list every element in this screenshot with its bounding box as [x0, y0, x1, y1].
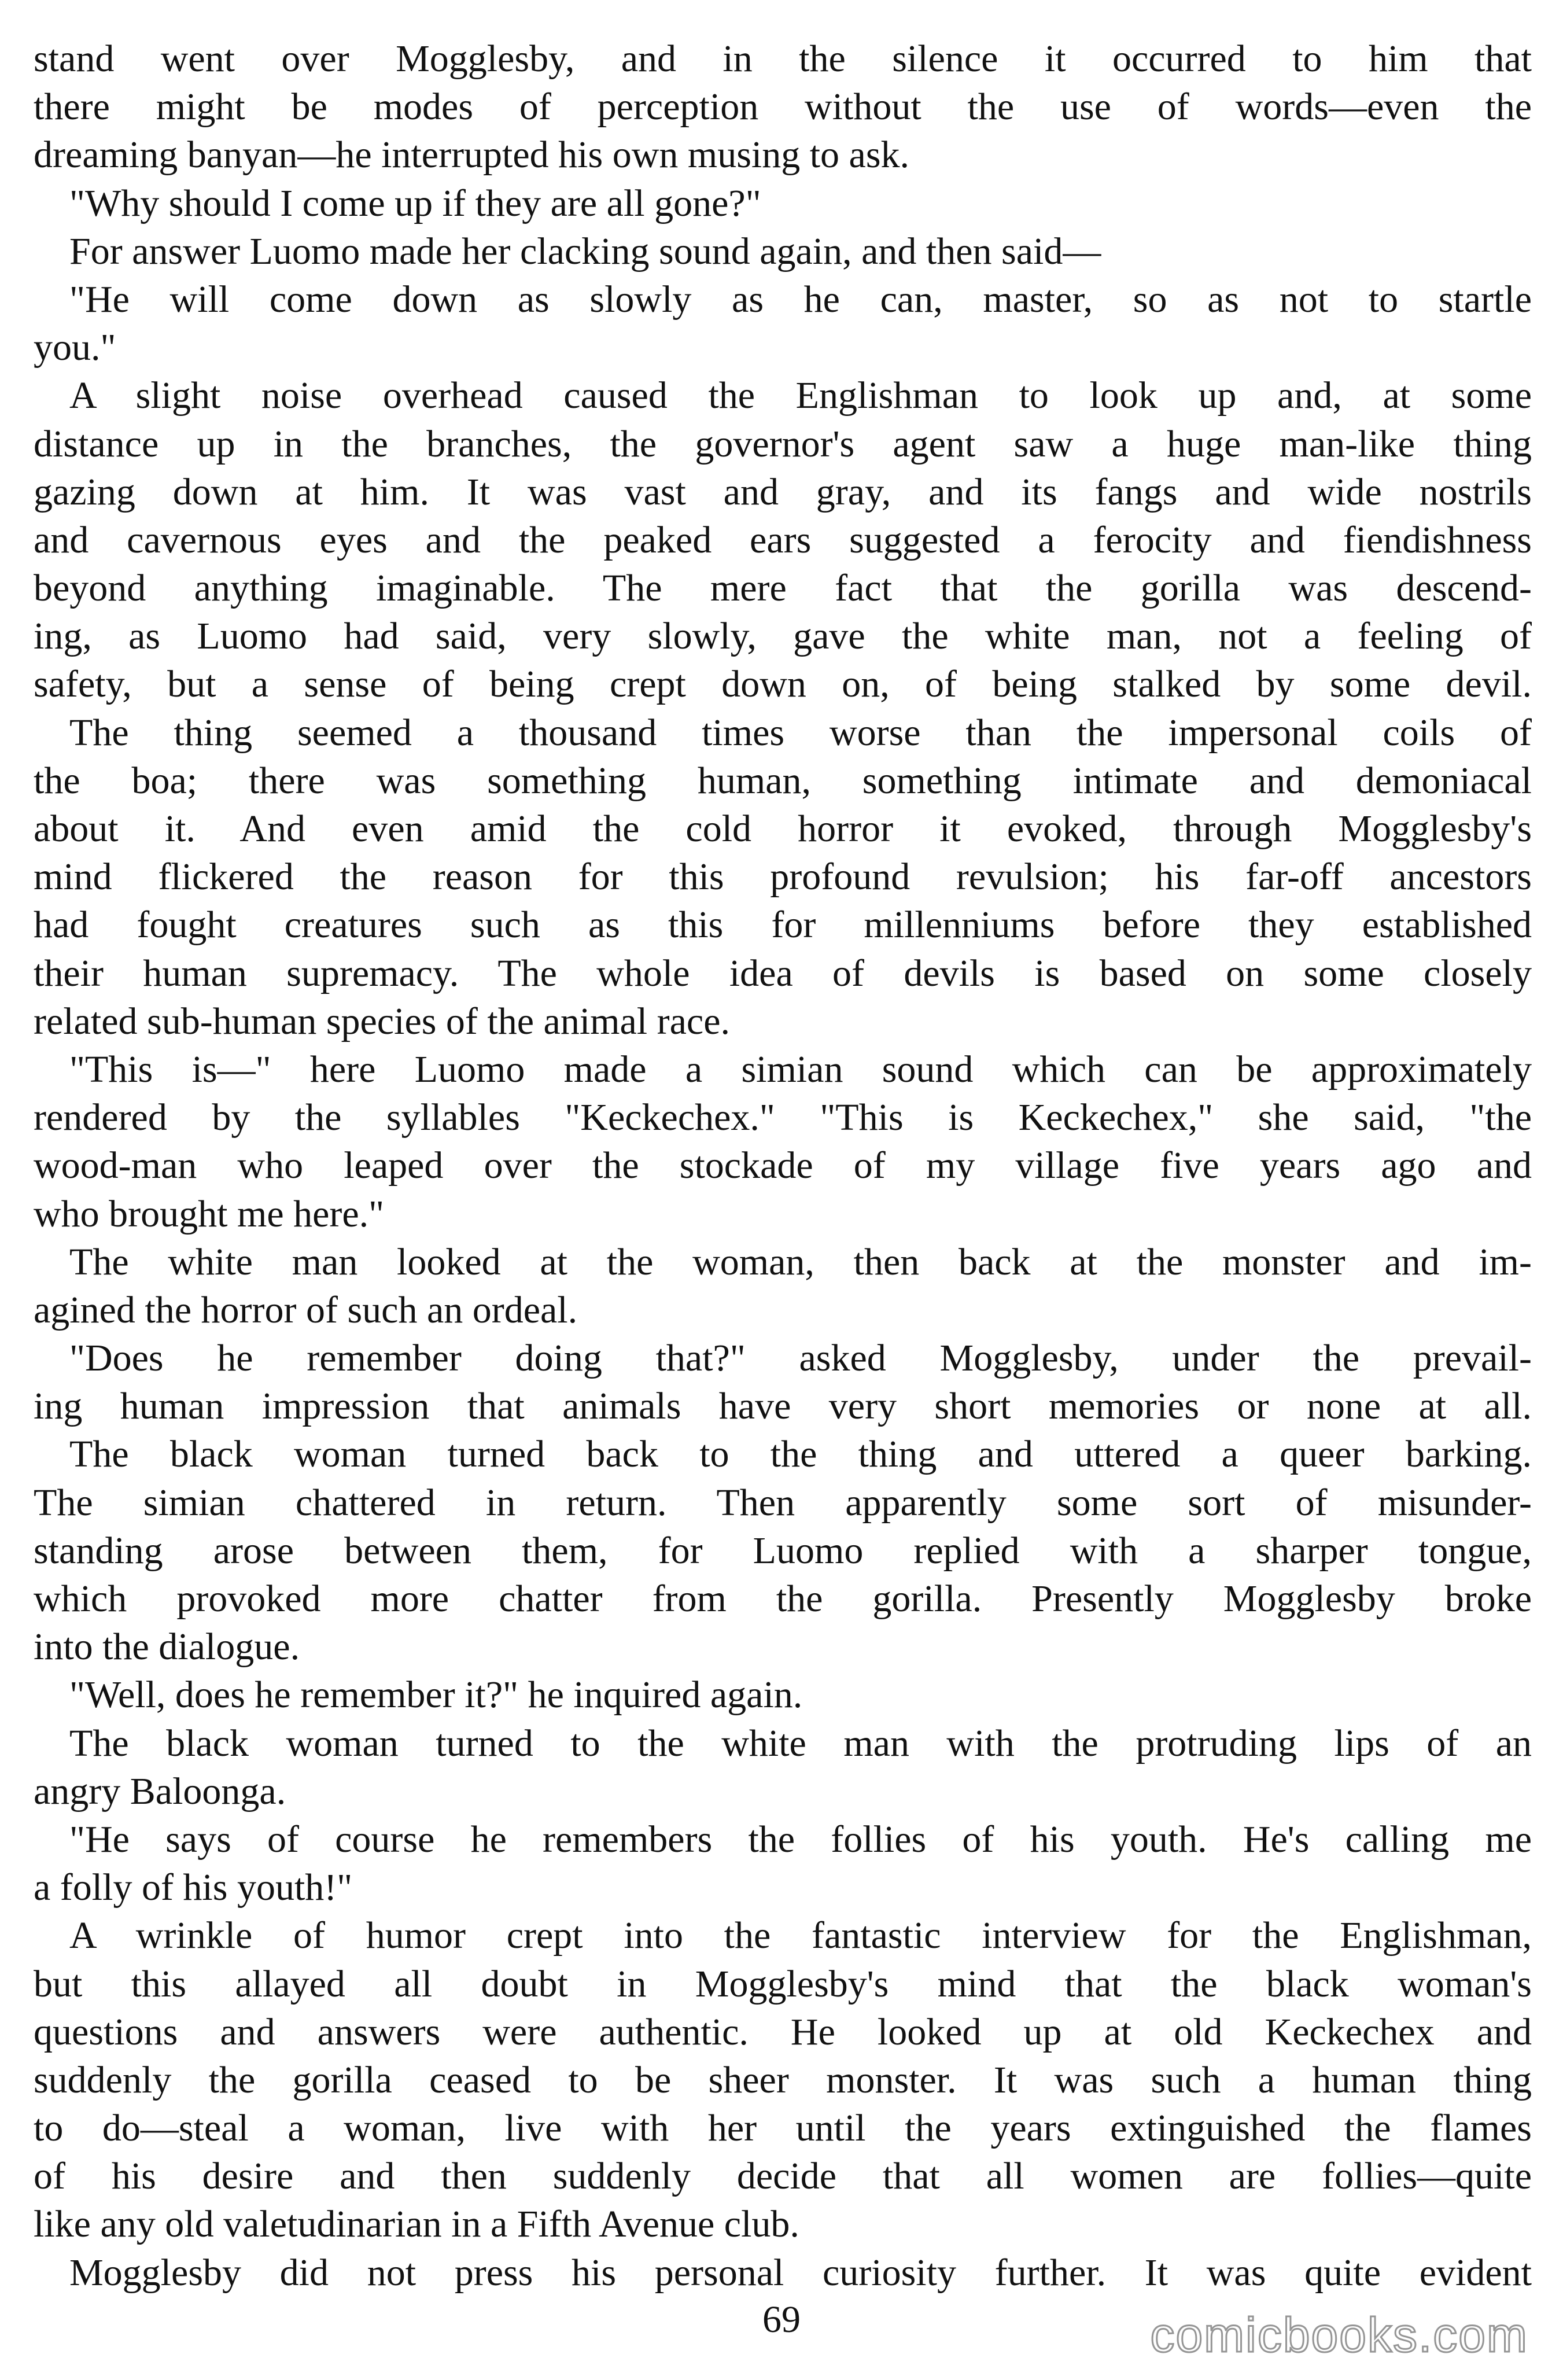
text-line: "Does he remember doing that?" asked Mogglesby, under the prevail-	[69, 1337, 1532, 1380]
text-line: but this allayed all doubt in Mogglesby's mind that the black woman's	[34, 1962, 1532, 2005]
text-line: beyond anything imaginable. The mere fact that the gorilla was descend-	[34, 567, 1532, 610]
text-line: of his desire and then suddenly decide that all women are follies—quite	[34, 2155, 1532, 2198]
text-line: which provoked more chatter from the gorilla. Presently Mogglesby broke	[34, 1578, 1532, 1620]
text-line: rendered by the syllables "Keckechex." "This is Keckechex," she said, "the	[34, 1096, 1532, 1139]
text-line: The black woman turned back to the thing and uttered a queer barking.	[69, 1433, 1532, 1476]
text-line: and cavernous eyes and the peaked ears suggested a ferocity and fiendishness	[34, 518, 1532, 561]
watermark: comicbooks.com	[1150, 2308, 1528, 2362]
text-line: wood-man who leaped over the stockade of my village five years ago and	[34, 1144, 1532, 1187]
text-line: agined the horror of such an ordeal.	[34, 1288, 578, 1331]
text-line: the boa; there was something human, something intimate and demoniacal	[34, 759, 1532, 802]
text-line: The black woman turned to the white man with the protruding lips of an	[69, 1722, 1532, 1764]
text-line: angry Baloonga.	[34, 1770, 286, 1812]
text-line: The thing seemed a thousand times worse than the impersonal coils of	[69, 711, 1532, 754]
text-line: safety, but a sense of being crept down on, of being stalked by some devil.	[34, 663, 1532, 706]
text-line: "He says of course he remembers the follies of his youth. He's calling me	[69, 1818, 1532, 1860]
text-line: dreaming banyan—he interrupted his own musing to ask.	[34, 134, 910, 176]
text-line: stand went over Mogglesby, and in the silence it occurred to him that	[34, 38, 1532, 80]
text-line: For answer Luomo made her clacking sound again, and then said—	[69, 230, 1101, 272]
text-line: mind flickered the reason for this profound revulsion; his far-off ancestors	[34, 856, 1532, 898]
text-line: had fought creatures such as this for millenniums before they established	[34, 904, 1532, 946]
text-line: to do—steal a woman, live with her until the years extinguished the flames	[34, 2107, 1532, 2150]
text-line: The simian chattered in return. Then apparently some sort of misunder-	[34, 1481, 1532, 1524]
text-line: like any old valetudinarian in a Fifth Avenue club.	[34, 2203, 799, 2246]
text-line: A wrinkle of humor crept into the fantastic interview for the Englishman,	[69, 1914, 1532, 1957]
text-line: their human supremacy. The whole idea of devils is based on some closely	[34, 952, 1532, 994]
text-line: a folly of his youth!"	[34, 1866, 353, 1909]
text-line: you."	[34, 326, 116, 369]
text-line: who brought me here."	[34, 1192, 385, 1235]
text-line: standing arose between them, for Luomo replied with a sharper tongue,	[34, 1529, 1532, 1572]
page-number: 69	[762, 2298, 801, 2341]
body-text	[34, 35, 1532, 2297]
text-line: questions and answers were authentic. He looked up at old Keckechex and	[34, 2010, 1532, 2053]
text-line: gazing down at him. It was vast and gray, and its fangs and wide nostrils	[34, 470, 1532, 513]
text-line: about it. And even amid the cold horror it evoked, through Mogglesby's	[34, 808, 1532, 850]
text-line: The white man looked at the woman, then back at the monster and im-	[69, 1240, 1532, 1283]
text-line: "This is—" here Luomo made a simian sound which can be approximately	[69, 1048, 1532, 1090]
text-line: distance up in the branches, the governor's agent saw a huge man-like thing	[34, 422, 1532, 465]
text-line: "Well, does he remember it?" he inquired again.	[69, 1674, 803, 1716]
text-line: into the dialogue.	[34, 1626, 300, 1668]
text-line: Mogglesby did not press his personal curiosity further. It was quite evident	[69, 2251, 1532, 2294]
text-line: ing, as Luomo had said, very slowly, gave the white man, not a feeling of	[34, 615, 1532, 658]
text-line: "Why should I come up if they are all gone?"	[69, 182, 761, 224]
text-line: "He will come down as slowly as he can, master, so as not to startle	[69, 278, 1532, 320]
text-line: there might be modes of perception without the use of words—even the	[34, 86, 1532, 128]
text-line: ing human impression that animals have very short memories or none at all.	[34, 1385, 1532, 1428]
text-line: suddenly the gorilla ceased to be sheer monster. It was such a human thing	[34, 2058, 1532, 2101]
text-line: A slight noise overhead caused the Englishman to look up and, at some	[69, 374, 1532, 417]
text-line: related sub-human species of the animal race.	[34, 1000, 730, 1042]
